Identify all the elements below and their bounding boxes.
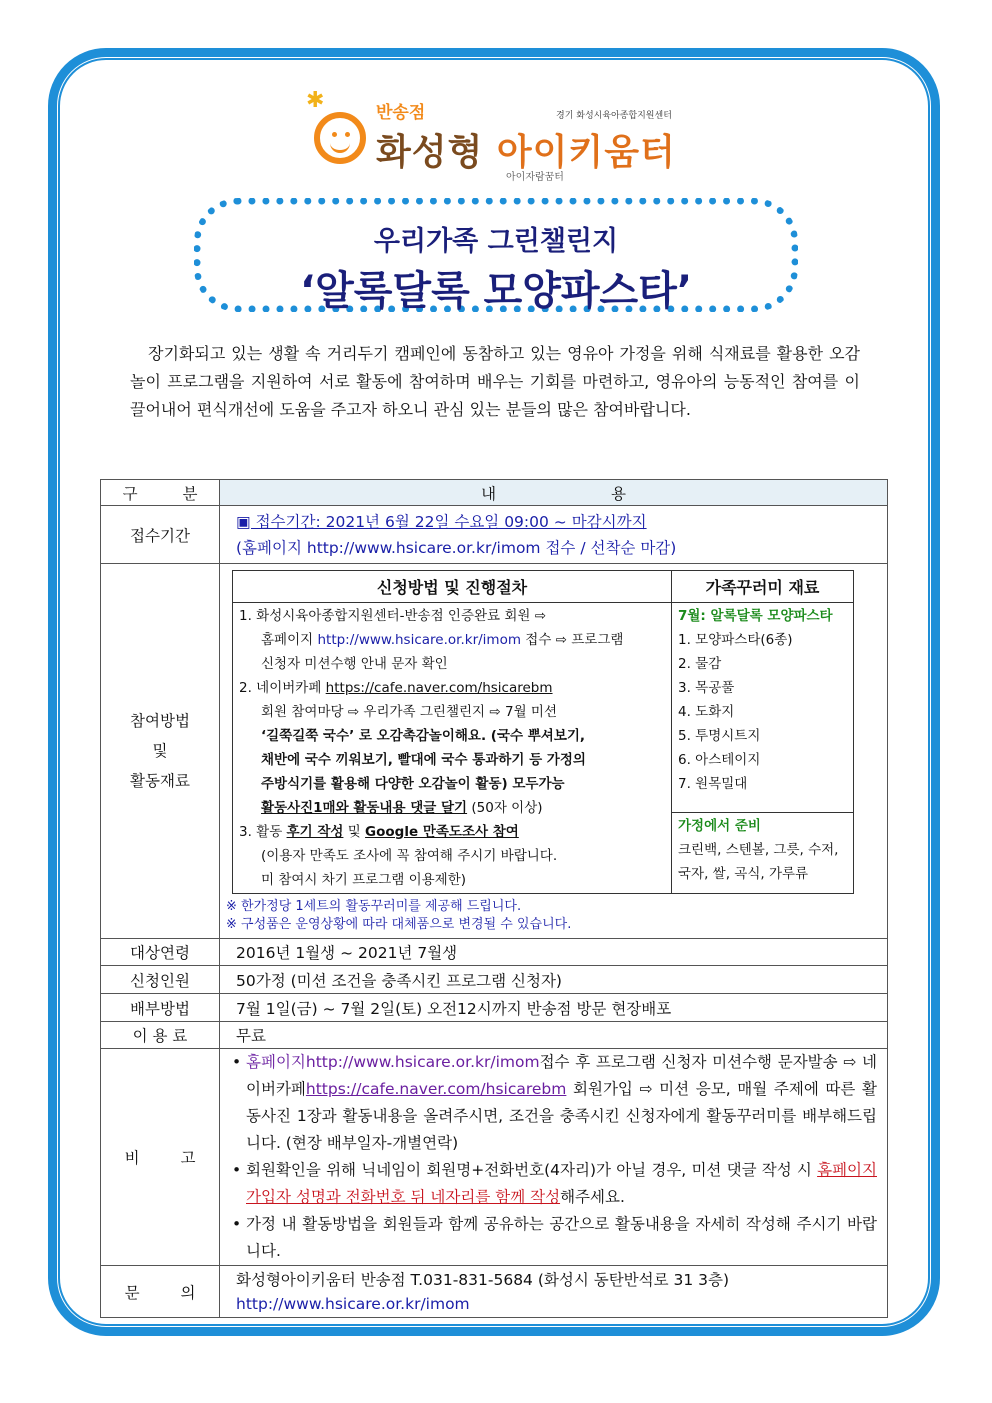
contact-label: 문 의: [101, 1266, 220, 1318]
logo: [306, 88, 686, 183]
home-prep: [672, 813, 854, 894]
header-col2: 내 용: [220, 480, 888, 506]
row-contact: [101, 1266, 888, 1318]
kit-header: 가족꾸러미 재료: [672, 571, 854, 603]
reception-label: 접수기간: [101, 506, 220, 564]
table-header: [101, 480, 888, 506]
row-remarks: [101, 1049, 888, 1266]
star-icon: ✱: [306, 88, 325, 113]
reception-site: (홈페이지 http://www.hsicare.or.kr/imom 접수 / 선착순 마감): [236, 538, 677, 557]
remark-item: • 가정 내 활동방법을 회원들과 함께 공유하는 공간으로 활동내용을 자세히 작성해 주시기 바랍니다.: [232, 1215, 877, 1260]
fee-value: 무료: [220, 1022, 888, 1049]
row-distribution: [101, 994, 888, 1022]
title-line2: ‘알록달록 모양파스타’: [299, 268, 693, 314]
kit-item: 4. 도화지: [678, 704, 735, 720]
kit-item: 3. 목공풀: [678, 680, 735, 696]
remarks-label: 비 고: [101, 1049, 220, 1266]
row-fee: [101, 1022, 888, 1049]
logo-tagline: 아이자람꿈터: [506, 172, 564, 183]
remark-item: • 홈페이지http://www.hsicare.or.kr/imom접수 후 프로그램 신청자 미션수행 문자발송 ⇨ 네이버카페https://cafe.naver.com/hsicarebm 회원가입 ⇨ 미션 응모, 매월 주제에 따른 활동사진 1장과 활동내용을 올려주시면, 조건을 충족시킨 신청자에게 활동꾸러미를 배부해드립니다. (현장 배부일자-개별연락): [232, 1053, 877, 1152]
kit-item: 5. 투명시트지: [678, 728, 761, 744]
cafe-link[interactable]: https://cafe.naver.com/hsicarebm: [305, 1080, 567, 1098]
remark-item: • 회원확인을 위해 닉네임이 회원명+전화번호(4자리)가 아닐 경우, 미션 댓글 작성 시 홈페이지 가입자 성명과 전화번호 뒤 네자리를 함께 작성해주세요.: [232, 1161, 877, 1206]
distribution-value: 7월 1일(금) ~ 7월 2일(토) 오전12시까지 반송점 방문 현장배포: [220, 994, 888, 1022]
kit-item: 1. 모양파스타(6종): [678, 632, 793, 648]
kit-item: 6. 아스테이지: [678, 752, 761, 768]
notes: ※ 한가정당 1세트의 활동꾸러미를 제공해 드립니다. ※ 구성품은 운영상황에 따라 대체품으로 변경될 수 있습니다.: [226, 899, 572, 932]
kit-item: 7. 원목밀대: [678, 776, 748, 792]
capacity-label: 신청인원: [101, 966, 220, 994]
row-reception: [101, 506, 888, 564]
distribution-label: 배부방법: [101, 994, 220, 1022]
kit-title: 7월: 알록달록 모양파스타: [678, 608, 833, 624]
home-prep-items: 크린백, 스텐볼, 그릇, 수저, 국자, 쌀, 곡식, 가루류: [678, 842, 839, 883]
age-label: 대상연령: [101, 939, 220, 966]
contact-info: 화성형아이키움터 반송점 T.031-831-5684 (화성시 동탄반석로 31 3층): [236, 1270, 730, 1289]
home-prep-title: 가정에서 준비: [678, 818, 761, 835]
contact-link[interactable]: http://www.hsicare.or.kr/imom: [236, 1294, 470, 1313]
homepage-link[interactable]: http://www.hsicare.or.kr/imom: [317, 632, 521, 648]
age-value: 2016년 1월생 ~ 2021년 7월생: [220, 939, 888, 966]
title-box: [194, 198, 798, 312]
header-col1: 구 분: [101, 480, 220, 506]
title-line1: 우리가족 그린챌린지: [373, 226, 619, 257]
fee-label: 이 용 료: [101, 1022, 220, 1049]
capacity-value: 50가정 (미션 조건을 충족시킨 프로그램 신청자): [220, 966, 888, 994]
cafe-link[interactable]: https://cafe.naver.com/hsicarebm: [325, 680, 553, 696]
kit-item: 2. 물감: [678, 656, 722, 672]
procedure-table: [232, 570, 854, 894]
logo-org: 경기 화성시육아종합지원센터: [556, 111, 672, 121]
logo-branch: 반송점: [376, 103, 426, 123]
row-capacity: [101, 966, 888, 994]
intro-paragraph: 장기화되고 있는 생활 속 거리두기 캠페인에 동참하고 있는 영유아 가정을 위해 식재료를 활용한 오감놀이 프로그램을 지원하여 서로 활동에 참여하며 배우는 기회를 마련하고, 영유아의 능동적인 참여를 이끌어내어 편식개선에 도움을 주고자 하오니 관심 있는 분들의 많은 참여바랍니다.: [130, 344, 860, 419]
child-face-icon: [314, 112, 366, 164]
kit-list: [672, 603, 854, 813]
procedure-steps: 1. 화성시육아종합지원센터-반송점 인증완료 회원 ⇨ 홈페이지 http://www.hsicare.or.kr/imom 접수 ⇨ 프로그램 신청자 미션수행 안내 문자 확인 2. 네이버카페 https://cafe.naver.com/hsicarebm 회원 참여마당 ⇨ 우리가족 그린챌린지 ⇨ 7월 미션 ‘길쭉길쭉 국수’ 로 오감촉감놀이해요. (국수 뿌셔보기, 채반에 국수 끼워보기, 빨대에 국수 통과하기 등 가정의 주방식기를 활용해 다양한 오감놀이 활동) 모두가능 활동사진1매와 활동내용 댓글 달기 (50자 이상) 3. 활동 후기 작성 및 Google 만족도조사 참여 (이용자 만족도 조사에 꼭 참여해 주시기 바랍니다. 미 참여시 차기 프로그램 이용제한): [233, 603, 672, 894]
row-age: [101, 939, 888, 966]
row-participation: [101, 564, 888, 939]
reception-period: ▣ 접수기간: 2021년 6월 22일 수요일 09:00 ~ 마감시까지: [236, 512, 647, 531]
logo-name: 화성형 아이키움터: [376, 132, 676, 173]
procedure-header: 신청방법 및 진행절차: [233, 571, 672, 603]
participation-label: 참여방법 및 활동재료: [101, 564, 220, 939]
info-table: [100, 479, 888, 1318]
